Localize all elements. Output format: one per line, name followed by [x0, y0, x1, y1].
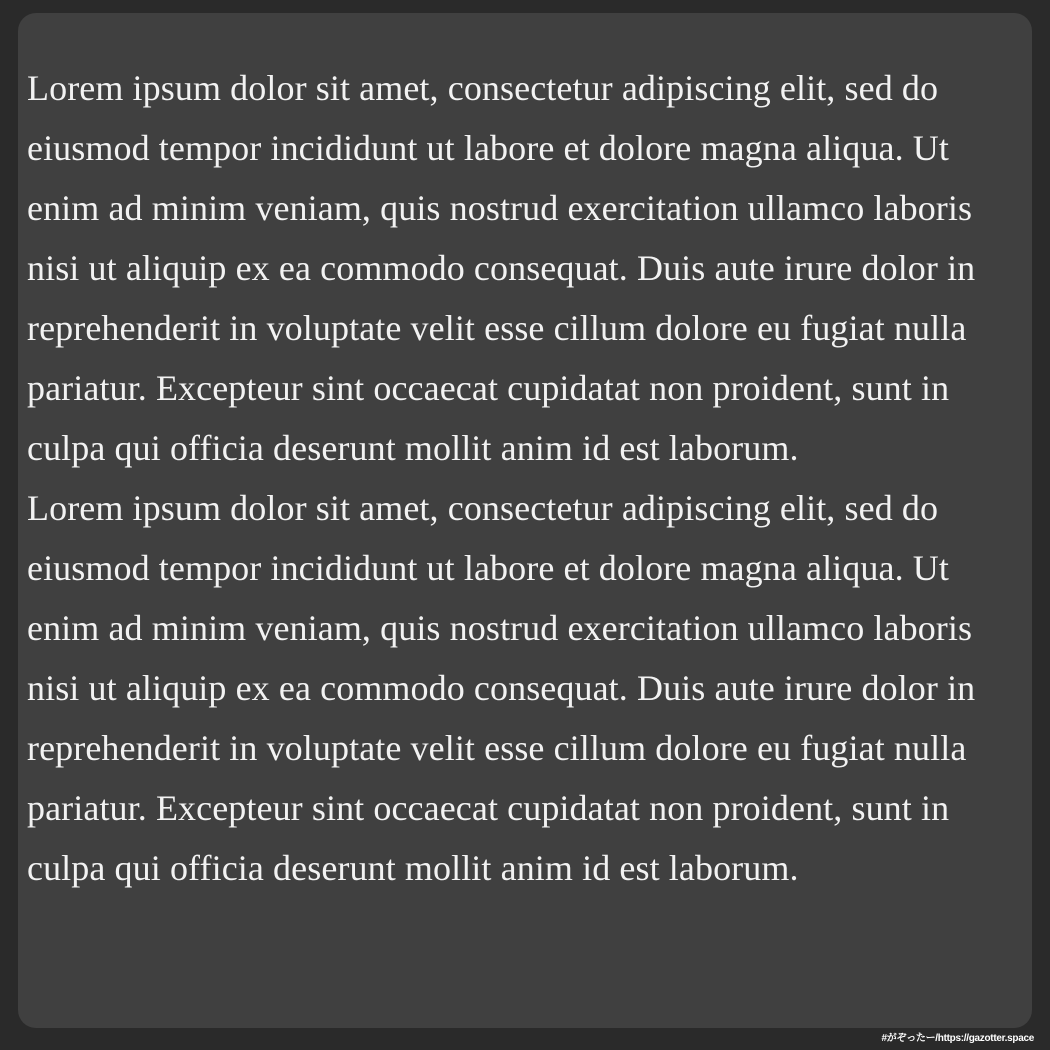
text-card — [18, 13, 1032, 1028]
body-paragraph-1: Lorem ipsum dolor sit amet, consectetur adipiscing elit, sed do eiusmod tempor incididunt ut labore et dolore magna aliqua. Ut enim ad minim veniam, quis nostrud exercitation ullamco laboris nisi ut aliquip ex ea commodo consequat. Duis aute irure dolor in reprehenderit in voluptate velit esse cillum dolore eu fugiat nulla pariatur. Excepteur sint occaecat cupidatat non proident, sunt in culpa qui officia deserunt mollit anim id est laborum. — [27, 68, 976, 468]
watermark: #がぞったー/https://gazotter.space — [881, 1033, 1034, 1044]
body-paragraph-2: Lorem ipsum dolor sit amet, consectetur adipiscing elit, sed do eiusmod tempor incididunt ut labore et dolore magna aliqua. Ut enim ad minim veniam, quis nostrud exercitation ullamco laboris nisi ut aliquip ex ea commodo consequat. Duis aute irure dolor in reprehenderit in voluptate velit esse cillum dolore eu fugiat nulla pariatur. Excepteur sint occaecat cupidatat non proident, sunt in culpa qui officia deserunt mollit anim id est laborum. — [27, 488, 976, 888]
